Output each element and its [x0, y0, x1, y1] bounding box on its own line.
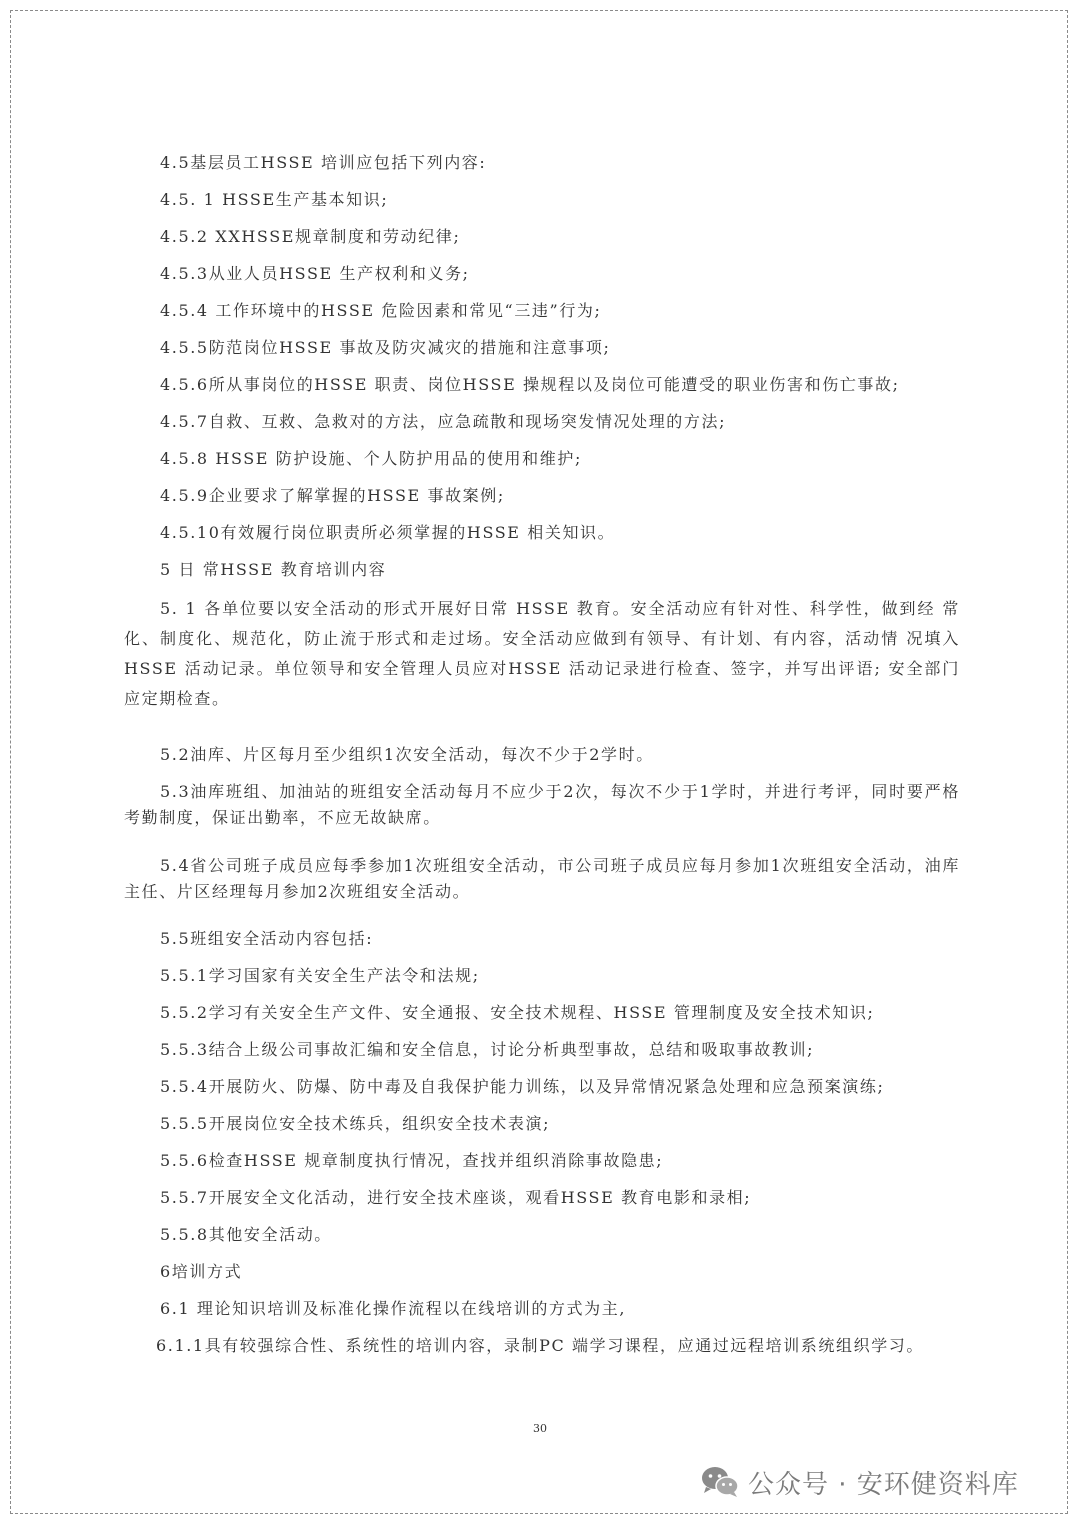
line-4-5-1: 4.5. 1 HSSE生产基本知识; — [160, 190, 389, 209]
line-5-5-7: 5.5.7开展安全文化活动，进行安全技术座谈，观看HSSE 教育电影和录相; — [160, 1188, 752, 1207]
line-5-5-1: 5.5.1学习国家有关安全生产法令和法规; — [160, 966, 480, 985]
line-5-5-8: 5.5.8其他安全活动。 — [160, 1225, 332, 1244]
line-4-5: 4.5基层员工HSSE 培训应包括下列内容: — [160, 153, 487, 172]
paragraph-5-3: 5.3油库班组、加油站的班组安全活动每月不应少于2次，每次不少于1学时，并进行考评，同时要严格考勤制度，保证出勤率，不应无故缺席。 — [124, 782, 960, 827]
line-4-5-2: 4.5.2 XXHSSE规章制度和劳动纪律; — [160, 227, 461, 246]
line-5-5-6: 5.5.6检查HSSE 规章制度执行情况，查找并组织消除事故隐患; — [160, 1151, 664, 1170]
line-4-5-7: 4.5.7自救、互救、急救对的方法，应急疏散和现场突发情况处理的方法; — [160, 412, 727, 431]
line-4-5-4: 4.5.4 工作环境中的HSSE 危险因素和常见“三违”行为; — [160, 301, 602, 320]
line-6-1-1: 6.1.1具有较强综合性、系统性的培训内容，录制PC 端学习课程，应通过远程培训系统组织学习。 — [156, 1336, 925, 1355]
watermark-text: 公众号 · 安环健资料库 — [748, 1469, 1019, 1500]
line-4-5-8: 4.5.8 HSSE 防护设施、个人防护用品的使用和维护; — [160, 449, 582, 468]
line-4-5-6: 4.5.6所从事岗位的HSSE 职责、岗位HSSE 操规程以及岗位可能遭受的职业伤害和伤亡事故; — [160, 375, 900, 394]
line-4-5-3: 4.5.3从业人员HSSE 生产权利和义务; — [160, 264, 470, 283]
line-5-5-5: 5.5.5开展岗位安全技术练兵，组织安全技术表演; — [160, 1114, 551, 1133]
section-5-heading: 5 日 常HSSE 教育培训内容 — [160, 560, 387, 579]
wechat-icon — [700, 1465, 740, 1499]
watermark — [700, 1462, 1019, 1502]
line-4-5-5: 4.5.5防范岗位HSSE 事故及防灾减灾的措施和注意事项; — [160, 338, 611, 357]
line-5-2: 5.2油库、片区每月至少组织1次安全活动，每次不少于2学时。 — [160, 745, 654, 764]
page-number: 30 — [533, 1422, 547, 1435]
section-6-heading: 6培训方式 — [160, 1262, 243, 1281]
line-6-1: 6.1 理论知识培训及标准化操作流程以在线培训的方式为主, — [160, 1299, 627, 1318]
line-5-5: 5.5班组安全活动内容包括: — [160, 929, 374, 948]
line-4-5-10: 4.5.10有效履行岗位职责所必须掌握的HSSE 相关知识。 — [160, 523, 616, 542]
line-5-5-3: 5.5.3结合上级公司事故汇编和安全信息，讨论分析典型事故，总结和吸取事故教训; — [160, 1040, 815, 1059]
line-5-5-2: 5.5.2学习有关安全生产文件、安全通报、安全技术规程、HSSE 管理制度及安全技术知识; — [160, 1003, 875, 1022]
paragraph-5-4: 5.4省公司班子成员应每季参加1次班组安全活动，市公司班子成员应每月参加1次班组安全活动，油库主任、片区经理每月参加2次班组安全活动。 — [124, 856, 960, 901]
line-4-5-9: 4.5.9企业要求了解掌握的HSSE 事故案例; — [160, 486, 505, 505]
line-5-5-4: 5.5.4开展防火、防爆、防中毒及自我保护能力训练，以及异常情况紧急处理和应急预案演练; — [160, 1077, 885, 1096]
paragraph-5-1: 5. 1 各单位要以安全活动的形式开展好日常 HSSE 教育。安全活动应有针对性、科学性，做到经 常化、制度化、规范化，防止流于形式和走过场。安全活动应做到有领导、有计划、有内容，活动情 况填入HSSE 活动记录。单位领导和安全管理人员应对HSSE 活动记录进行检查、签字，并写出评语; 安全部门应定期检查。 — [124, 599, 960, 708]
